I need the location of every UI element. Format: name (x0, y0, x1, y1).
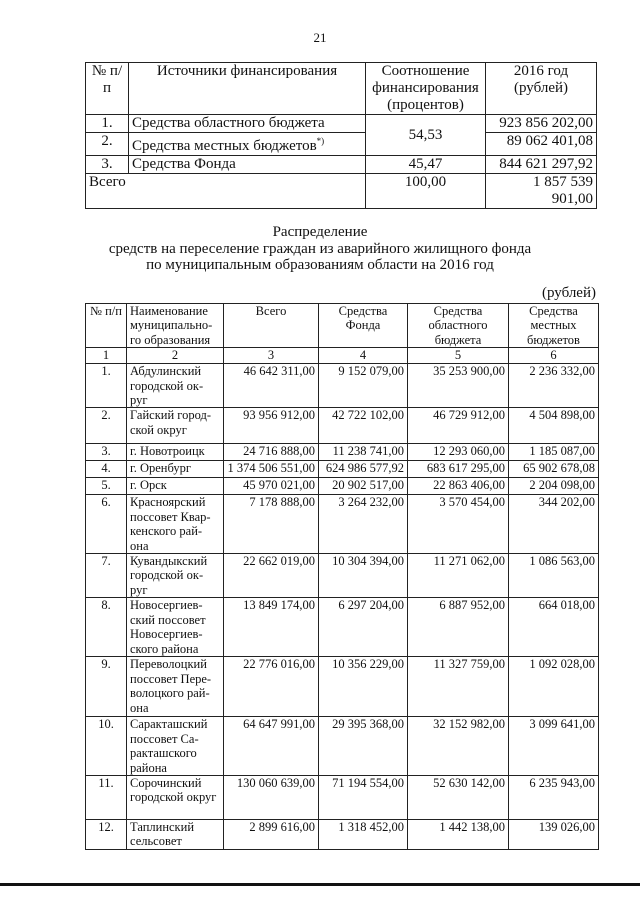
regional-cell: 3 570 454,00 (408, 495, 509, 554)
municipality-name: Сорочинский городской округ (127, 775, 224, 819)
total-cell: 45 970 021,00 (224, 478, 319, 495)
total-ratio: 100,00 (366, 174, 486, 209)
column-number: 4 (319, 348, 408, 364)
table-row (86, 657, 599, 717)
regional-cell: 6 887 952,00 (408, 598, 509, 657)
regional-cell: 32 152 982,00 (408, 717, 509, 776)
fund-cell: 29 395 368,00 (319, 717, 408, 776)
header-cell: № п/п (86, 304, 127, 348)
column-number: 5 (408, 348, 509, 364)
header-cell: № п/п (86, 63, 129, 115)
municipality-name: Таплинский сельсовет (127, 819, 224, 849)
local-cell: 1 086 563,00 (509, 554, 599, 598)
municipality-name: Кувандыкский городской ок-руг (127, 554, 224, 598)
regional-cell: 683 617 295,00 (408, 461, 509, 478)
total-cell: 22 776 016,00 (224, 657, 319, 717)
total-cell: 7 178 888,00 (224, 495, 319, 554)
total-amount: 1 857 539 901,00 (486, 174, 597, 209)
funding-sources-table (85, 62, 597, 209)
local-cell: 1 092 028,00 (509, 657, 599, 717)
amount-cell: 923 856 202,00 (486, 115, 597, 133)
source-name: Средства Фонда (129, 156, 366, 174)
row-number: 11. (86, 775, 127, 819)
distribution-title (0, 224, 640, 274)
regional-cell: 22 863 406,00 (408, 478, 509, 495)
row-number: 3. (86, 156, 129, 174)
total-cell: 46 642 311,00 (224, 364, 319, 408)
table-row (86, 775, 599, 819)
title-line: по муниципальным образованиям области на 2016 год (146, 257, 494, 273)
regional-cell: 1 442 138,00 (408, 819, 509, 849)
municipality-name: Новосергиев-ский поссовет Новосергиев-ского района (127, 598, 224, 657)
table-row (86, 554, 599, 598)
regional-cell: 12 293 060,00 (408, 444, 509, 461)
row-number: 3. (86, 444, 127, 461)
amount-cell: 844 621 297,92 (486, 156, 597, 174)
fund-cell: 20 902 517,00 (319, 478, 408, 495)
column-number-row (86, 348, 599, 364)
header-cell: Наименование муниципально-го образования (127, 304, 224, 348)
row-number: 12. (86, 819, 127, 849)
total-cell: 93 956 912,00 (224, 408, 319, 444)
fund-cell: 11 238 741,00 (319, 444, 408, 461)
table-header-row (86, 304, 599, 348)
row-number: 1. (86, 364, 127, 408)
total-cell: 2 899 616,00 (224, 819, 319, 849)
table-row (86, 133, 597, 156)
fund-cell: 624 986 577,92 (319, 461, 408, 478)
municipality-name: Красноярский поссовет Квар-кенского рай-она (127, 495, 224, 554)
row-number: 10. (86, 717, 127, 776)
table-row (86, 819, 599, 849)
row-number: 2. (86, 408, 127, 444)
municipality-name: Саракташский поссовет Са-ракташского района (127, 717, 224, 776)
local-cell: 65 902 678,08 (509, 461, 599, 478)
row-number: 2. (86, 133, 129, 156)
title-line: средств на переселение граждан из аварийного жилищного фонда (108, 240, 532, 257)
total-cell: 13 849 174,00 (224, 598, 319, 657)
fund-cell: 71 194 554,00 (319, 775, 408, 819)
table-row (86, 461, 599, 478)
fund-cell: 3 264 232,00 (319, 495, 408, 554)
ratio-cell: 45,47 (366, 156, 486, 174)
regional-cell: 11 327 759,00 (408, 657, 509, 717)
row-number: 4. (86, 461, 127, 478)
source-label: Средства местных бюджетов (132, 138, 317, 154)
total-cell: 64 647 991,00 (224, 717, 319, 776)
table-row (86, 364, 599, 408)
regional-cell: 52 630 142,00 (408, 775, 509, 819)
unit-label: (рублей) (541, 285, 596, 301)
municipality-name: г. Новотроицк (127, 444, 224, 461)
regional-cell: 46 729 912,00 (408, 408, 509, 444)
municipality-name: Переволоцкий поссовет Пере-волоцкого рай-она (127, 657, 224, 717)
fund-cell: 9 152 079,00 (319, 364, 408, 408)
local-cell: 6 235 943,00 (509, 775, 599, 819)
footer-rule (0, 883, 640, 886)
source-name (129, 133, 366, 156)
header-cell: Соотношение финансирования (процентов) (366, 63, 486, 115)
fund-cell: 1 318 452,00 (319, 819, 408, 849)
table-row (86, 495, 599, 554)
municipality-name: г. Оренбург (127, 461, 224, 478)
table-row (86, 156, 597, 174)
table-row (86, 717, 599, 776)
regional-cell: 35 253 900,00 (408, 364, 509, 408)
table-row (86, 598, 599, 657)
total-cell: 22 662 019,00 (224, 554, 319, 598)
total-cell: 24 716 888,00 (224, 444, 319, 461)
total-row (86, 174, 597, 209)
local-cell: 2 236 332,00 (509, 364, 599, 408)
header-cell: Средства местных бюджетов (509, 304, 599, 348)
total-cell: 130 060 639,00 (224, 775, 319, 819)
header-cell: Средства областного бюджета (408, 304, 509, 348)
column-number: 6 (509, 348, 599, 364)
header-cell: 2016 год (рублей) (486, 63, 597, 115)
local-cell: 1 185 087,00 (509, 444, 599, 461)
municipality-name: Гайский город-ской округ (127, 408, 224, 444)
local-cell: 664 018,00 (509, 598, 599, 657)
table-header-row (86, 63, 597, 115)
table-row (86, 444, 599, 461)
local-cell: 2 204 098,00 (509, 478, 599, 495)
header-cell: Источники финансирования (129, 63, 366, 115)
distribution-table (85, 303, 599, 850)
total-label: Всего (86, 174, 366, 209)
header-cell: Всего (224, 304, 319, 348)
page-number: 21 (313, 30, 327, 45)
table-row (86, 408, 599, 444)
amount-cell: 89 062 401,08 (486, 133, 597, 156)
row-number: 6. (86, 495, 127, 554)
total-cell: 1 374 506 551,00 (224, 461, 319, 478)
row-number: 8. (86, 598, 127, 657)
fund-cell: 6 297 204,00 (319, 598, 408, 657)
column-number: 3 (224, 348, 319, 364)
row-number: 1. (86, 115, 129, 133)
local-cell: 3 099 641,00 (509, 717, 599, 776)
municipality-name: Абдулинский городской ок-руг (127, 364, 224, 408)
row-number: 5. (86, 478, 127, 495)
title-line: Распределение (272, 224, 368, 240)
fund-cell: 10 356 229,00 (319, 657, 408, 717)
table-row (86, 115, 597, 133)
local-cell: 344 202,00 (509, 495, 599, 554)
municipality-name: г. Орск (127, 478, 224, 495)
fund-cell: 10 304 394,00 (319, 554, 408, 598)
ratio-cell: 54,53 (366, 115, 486, 156)
header-cell: Средства Фонда (319, 304, 408, 348)
local-cell: 4 504 898,00 (509, 408, 599, 444)
source-name: Средства областного бюджета (129, 115, 366, 133)
local-cell: 139 026,00 (509, 819, 599, 849)
fund-cell: 42 722 102,00 (319, 408, 408, 444)
row-number: 7. (86, 554, 127, 598)
column-number: 1 (86, 348, 127, 364)
table-row (86, 478, 599, 495)
regional-cell: 11 271 062,00 (408, 554, 509, 598)
footnote-mark: *) (316, 136, 325, 146)
column-number: 2 (127, 348, 224, 364)
row-number: 9. (86, 657, 127, 717)
